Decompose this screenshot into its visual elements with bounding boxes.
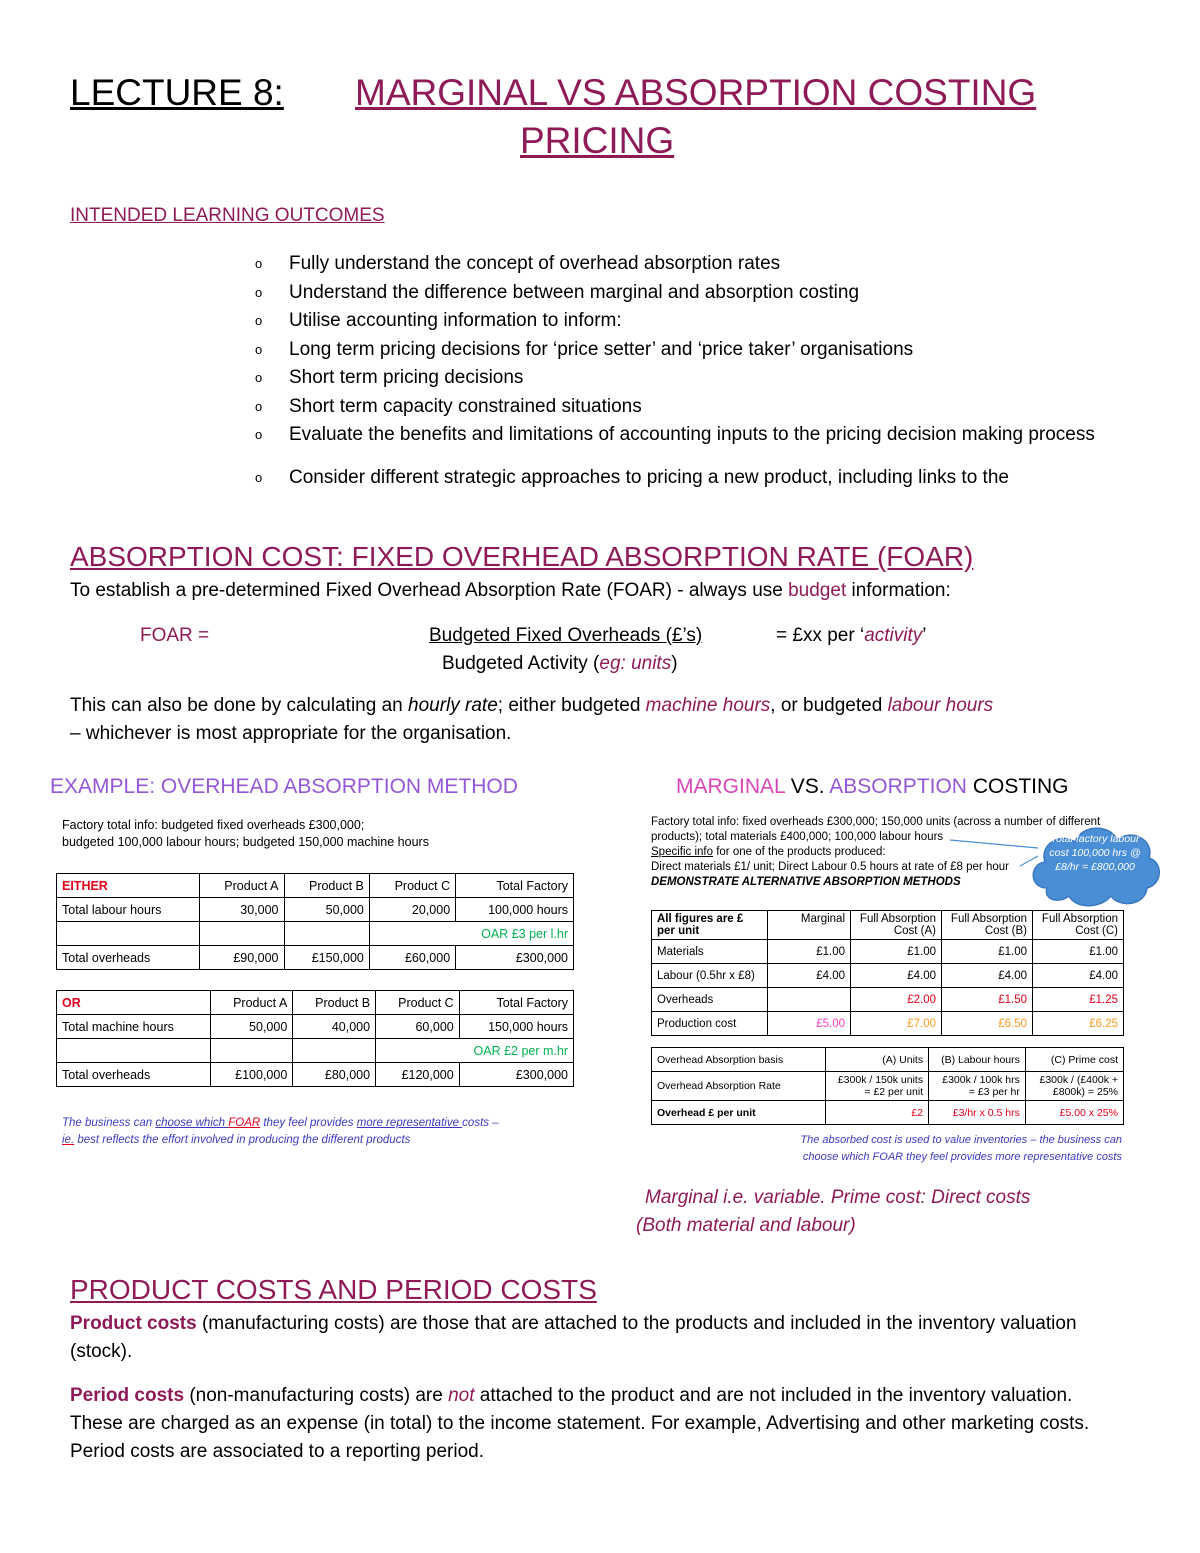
- table-cell: [211, 1039, 293, 1063]
- table-cell: Product B: [284, 874, 369, 898]
- table-cell: £3/hr x 0.5 hrs: [929, 1101, 1026, 1125]
- table-cell: 60,000: [376, 1015, 460, 1039]
- period-costs-text-1: (non-manufacturing costs) are: [184, 1385, 449, 1406]
- table-cell: £60,000: [369, 946, 455, 970]
- marginal-heading: [676, 775, 1069, 799]
- period-costs-not: not: [448, 1385, 475, 1406]
- table-row: [57, 898, 574, 922]
- table-row: [652, 1048, 1124, 1072]
- specific-info: Specific info: [651, 846, 714, 858]
- table-cell: [768, 988, 851, 1012]
- hourly-text-1: This can also be done by calculating an: [70, 695, 408, 716]
- table-row: [652, 988, 1124, 1012]
- table-row: [57, 1063, 574, 1087]
- costs-heading: PRODUCT COSTS AND PERIOD COSTS: [70, 1274, 597, 1305]
- table-cell: 40,000: [293, 1015, 376, 1039]
- table-cell: Product C: [369, 874, 455, 898]
- table-cell: 50,000: [211, 1015, 293, 1039]
- table-cell: EITHER: [57, 874, 200, 898]
- table-cell: 150,000 hours: [459, 1015, 573, 1039]
- table-cell: £1.00: [1033, 940, 1124, 964]
- table-cell: [293, 1039, 376, 1063]
- callout-pointer-icon: [950, 836, 1040, 876]
- table-cell: £1.00: [942, 940, 1033, 964]
- foar-result: [776, 622, 927, 650]
- outcome-item: o Utilise accounting information to inform:: [255, 307, 1135, 336]
- table-cell: £300k / (£400k + £800k) = 25%: [1025, 1072, 1123, 1101]
- table-cell: £4.00: [851, 964, 942, 988]
- table-cell: [57, 1039, 211, 1063]
- side-note-line1: Marginal i.e. variable. Prime cost: Direct costs: [645, 1187, 1031, 1208]
- note-foar: FOAR: [228, 1117, 261, 1129]
- product-costs-text: (manufacturing costs) are those that are attached to the products and included in the inventory valuation (stock).: [70, 1313, 1077, 1362]
- table-cell: £80,000: [293, 1063, 376, 1087]
- oar-cell: OAR £3 per l.hr: [369, 922, 573, 946]
- foar-heading: ABSORPTION COST: FIXED OVERHEAD ABSORPTION RATE (FOAR): [70, 541, 974, 572]
- specific-info-text: for one of the products produced:: [713, 846, 886, 858]
- table-cell: £2.00: [851, 988, 942, 1012]
- table-cell: 50,000: [284, 898, 369, 922]
- table-cell: Product B: [293, 991, 376, 1015]
- table-cell: Full Absorption Cost (A): [851, 911, 942, 940]
- table-row: [652, 964, 1124, 988]
- table-cell: (B) Labour hours: [929, 1048, 1026, 1072]
- foar-numerator: Budgeted Fixed Overheads (£’s): [429, 625, 703, 646]
- table-cell: (A) Units: [825, 1048, 929, 1072]
- period-costs-paragraph: [70, 1382, 1130, 1466]
- lecture-label: LECTURE 8:: [70, 72, 284, 113]
- marginal-heading-absorption: ABSORPTION: [829, 775, 967, 798]
- hourly-labour: labour hours: [887, 695, 994, 716]
- table-cell: £90,000: [200, 946, 284, 970]
- outcome-item: o Short term capacity constrained situations: [255, 393, 1135, 422]
- either-table: [56, 873, 574, 970]
- table-cell: All figures are £ per unit: [652, 911, 768, 940]
- hourly-text-5: , or budgeted: [770, 695, 888, 716]
- cost-table: [651, 910, 1124, 1036]
- table-row: [652, 911, 1124, 940]
- table-cell: Total machine hours: [57, 1015, 211, 1039]
- product-costs-label: Product costs: [70, 1313, 197, 1334]
- table-row: [57, 991, 574, 1015]
- table-cell: Overhead Absorption Rate: [652, 1072, 826, 1101]
- table-row: [57, 922, 574, 946]
- note-ie: ie.: [62, 1134, 75, 1146]
- table-cell: £1.00: [851, 940, 942, 964]
- hourly-rate: hourly rate: [408, 695, 498, 716]
- table-cell: Overhead £ per unit: [652, 1101, 826, 1125]
- outcomes-list: [255, 250, 1135, 492]
- marginal-note-line2: choose which FOAR they feel provides more representative costs: [802, 1151, 1122, 1163]
- table-cell: £4.00: [768, 964, 851, 988]
- table-cell: Overheads: [652, 988, 768, 1012]
- table-cell: £5.00: [768, 1012, 851, 1036]
- table-row: [57, 946, 574, 970]
- table-cell: £300,000: [459, 1063, 573, 1087]
- table-cell: Marginal: [768, 911, 851, 940]
- cloud-text: Total factory labour cost 100,000 hrs @ £8/hr = £800,000: [1049, 833, 1141, 873]
- example-info-line1: Factory total info: budgeted fixed overheads £300,000;: [62, 818, 365, 832]
- or-table: [56, 990, 574, 1087]
- period-costs-text-2: attached to the product and are not included in the inventory valuation. These are charged as an expense (in total) to the income statement. For example, Advertising and other marketing costs. Period costs are associated to a reporting period.: [70, 1385, 1090, 1462]
- table-cell: 30,000: [200, 898, 284, 922]
- table-cell: Overhead Absorption basis: [652, 1048, 826, 1072]
- table-cell: £4.00: [942, 964, 1033, 988]
- table-row: [652, 1101, 1124, 1125]
- table-cell: £1.25: [1033, 988, 1124, 1012]
- title-line2: PRICING: [520, 120, 675, 161]
- table-cell: Total Factory: [456, 874, 574, 898]
- foar-result-end: ’: [922, 625, 927, 646]
- outcome-item: o Evaluate the benefits and limitations of accounting inputs to the pricing decision making process: [255, 421, 1135, 450]
- table-row: [57, 1015, 574, 1039]
- marginal-info-line4: Direct materials £1/ unit; Direct Labour 0.5 hours at rate of £8 per hour: [651, 861, 1009, 873]
- basis-table: [651, 1047, 1124, 1125]
- ilo-heading: INTENDED LEARNING OUTCOMES: [70, 205, 385, 226]
- example-heading: EXAMPLE: OVERHEAD ABSORPTION METHOD: [50, 775, 518, 798]
- period-costs-label: Period costs: [70, 1385, 185, 1406]
- note-more: more representative: [356, 1117, 463, 1129]
- marginal-heading-vs: VS.: [784, 775, 830, 798]
- outcome-item: o Fully understand the concept of overhead absorption rates: [255, 250, 1135, 279]
- table-cell: (C) Prime cost: [1025, 1048, 1123, 1072]
- table-cell: £5.00 x 25%: [1025, 1101, 1123, 1125]
- table-cell: [57, 922, 200, 946]
- table-row: [652, 1072, 1124, 1101]
- table-cell: £120,000: [376, 1063, 460, 1087]
- marginal-heading-costing: COSTING: [966, 775, 1069, 798]
- marginal-heading-marginal: MARGINAL: [676, 775, 785, 798]
- foar-denominator: [442, 650, 678, 678]
- foar-denominator-end: ): [671, 653, 678, 674]
- foar-denominator-eg: eg: units: [599, 653, 672, 674]
- table-cell: Total labour hours: [57, 898, 200, 922]
- oar-cell: OAR £2 per m.hr: [376, 1039, 574, 1063]
- table-cell: Total Factory: [459, 991, 573, 1015]
- table-cell: OR: [57, 991, 211, 1015]
- table-cell: £6.50: [942, 1012, 1033, 1036]
- side-note-line2: (Both material and labour): [636, 1215, 856, 1236]
- table-cell: £6.25: [1033, 1012, 1124, 1036]
- marginal-note-line1: The absorbed cost is used to value inventories – the business can: [800, 1134, 1122, 1146]
- marginal-info-line2: products); total materials £400,000; 100,000 labour hours: [651, 831, 944, 843]
- title-line1: MARGINAL VS ABSORPTION COSTING: [355, 72, 1037, 113]
- hourly-text-3: ; either budgeted: [497, 695, 646, 716]
- table-row: [652, 1012, 1124, 1036]
- table-cell: £150,000: [284, 946, 369, 970]
- example-info: [62, 817, 429, 851]
- table-cell: Total overheads: [57, 946, 200, 970]
- table-cell: Product A: [200, 874, 284, 898]
- table-cell: £2: [825, 1101, 929, 1125]
- foar-result-text: = £xx per ‘: [776, 625, 865, 646]
- table-cell: £1.00: [768, 940, 851, 964]
- foar-intro-text-end: information:: [846, 580, 951, 601]
- note-text-8: best reflects the effort involved in producing the different products: [74, 1134, 411, 1146]
- table-cell: Production cost: [652, 1012, 768, 1036]
- table-cell: £1.50: [942, 988, 1033, 1012]
- example-info-line2: budgeted 100,000 labour hours; budgeted 150,000 machine hours: [62, 835, 429, 849]
- marginal-info-line5: DEMONSTRATE ALTERNATIVE ABSORPTION METHODS: [651, 876, 961, 888]
- table-cell: 100,000 hours: [456, 898, 574, 922]
- table-cell: 20,000: [369, 898, 455, 922]
- table-row: [57, 874, 574, 898]
- table-cell: Full Absorption Cost (B): [942, 911, 1033, 940]
- foar-denominator-text: Budgeted Activity (: [442, 653, 600, 674]
- marginal-note: [760, 1132, 1122, 1166]
- product-costs-paragraph: [70, 1310, 1130, 1366]
- table-cell: £100,000: [211, 1063, 293, 1087]
- foar-label: FOAR =: [140, 625, 210, 646]
- table-cell: Labour (0.5hr x £8): [652, 964, 768, 988]
- note-choose: choose which: [155, 1117, 229, 1129]
- note-text-6: costs –: [462, 1117, 499, 1129]
- table-cell: Full Absorption Cost (C): [1033, 911, 1124, 940]
- marginal-info-line1: Factory total info: fixed overheads £300,000; 150,000 units (across a number of different: [651, 816, 1101, 828]
- foar-intro-text: To establish a pre-determined Fixed Overhead Absorption Rate (FOAR) - always use: [70, 580, 789, 601]
- page-title: [70, 72, 1036, 114]
- hourly-machine: machine hours: [645, 695, 771, 716]
- foar-intro-budget: budget: [788, 580, 847, 601]
- outcome-item: o Understand the difference between marginal and absorption costing: [255, 279, 1135, 308]
- foar-hourly: [70, 692, 1130, 748]
- outcome-item: o Consider different strategic approaches to pricing a new product, including links to the: [255, 464, 1135, 493]
- table-cell: £300k / 150k units = £2 per unit: [825, 1072, 929, 1101]
- note-text-4: they feel provides: [260, 1117, 357, 1129]
- table-cell: £300k / 100k hrs = £3 per hr: [929, 1072, 1026, 1101]
- hourly-text-7: – whichever is most appropriate for the organisation.: [70, 723, 512, 744]
- outcome-item: o Short term pricing decisions: [255, 364, 1135, 393]
- table-cell: £300,000: [456, 946, 574, 970]
- foar-intro: [70, 577, 951, 605]
- table-cell: Total overheads: [57, 1063, 211, 1087]
- marginal-side-note: [636, 1184, 1030, 1240]
- table-row: [652, 940, 1124, 964]
- table-cell: [284, 922, 369, 946]
- table-cell: Materials: [652, 940, 768, 964]
- table-cell: £7.00: [851, 1012, 942, 1036]
- table-cell: [200, 922, 284, 946]
- example-note: [62, 1115, 562, 1149]
- foar-result-activity: activity: [864, 625, 923, 646]
- outcome-item: o Long term pricing decisions for ‘price setter’ and ‘price taker’ organisations: [255, 336, 1135, 365]
- table-cell: Product C: [376, 991, 460, 1015]
- table-row: [57, 1039, 574, 1063]
- note-text-1: The business can: [62, 1117, 156, 1129]
- table-cell: Product A: [211, 991, 293, 1015]
- table-cell: £4.00: [1033, 964, 1124, 988]
